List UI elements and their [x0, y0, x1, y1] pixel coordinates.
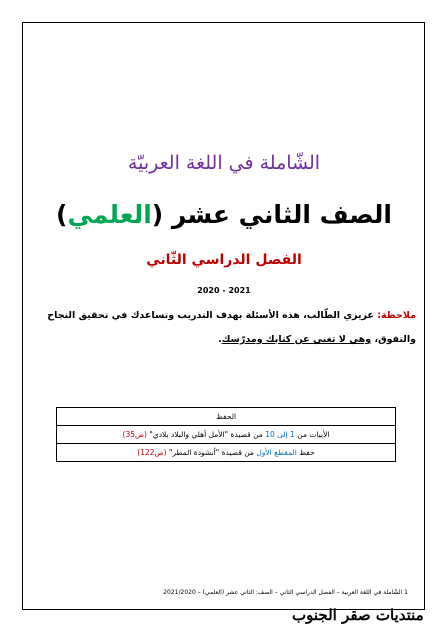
grade-prefix: الصف الثاني عشر ( — [151, 200, 392, 229]
memorization-table — [56, 407, 396, 462]
note-label: ملاحظة: — [377, 310, 416, 321]
table-cell-row2 — [57, 444, 396, 462]
row2-post: من قصيدة "أنشودة المطر" — [166, 448, 257, 457]
table-header: الحفظ — [57, 408, 396, 426]
grade-heading — [0, 200, 448, 229]
row2-ref: (ص122) — [137, 448, 167, 457]
row2-section: المقطع الأول — [256, 448, 297, 457]
student-note — [32, 304, 416, 352]
grade-suffix: ) — [56, 200, 68, 229]
table-cell-row1 — [57, 426, 396, 444]
grade-track: العلمي — [67, 200, 152, 229]
row1-from: 1 — [290, 430, 295, 439]
table-row — [57, 426, 396, 444]
row1-ref: (ص35) — [122, 430, 147, 439]
row1-pre: الأبيات من — [294, 430, 330, 439]
semester-label: الفصل الدراسي الثّاني — [146, 252, 302, 268]
row2-pre: حفظ — [296, 448, 315, 457]
table-header-row — [57, 408, 396, 426]
table-row — [57, 444, 396, 462]
note-end: . — [218, 334, 222, 345]
document-title: الشّاملة في اللغة العربيّة — [127, 152, 321, 174]
academic-year: 2020 - 2021 — [197, 286, 251, 295]
row1-mid: إلى — [274, 430, 291, 439]
page-footer: 1 الشّاملة في اللغة العربية – الفصل الدراسي الثاني – الصف: الثاني عشر (العلمي) – 2021/2020 — [163, 589, 408, 596]
note-text: عزيزي الطّالب، هذه الأسئلة بهدف التدريب وتساعدك في تحقيق النجاح والتفوق، — [47, 310, 416, 345]
forum-watermark: منتديات صقر الجنوب — [292, 606, 424, 624]
note-emphasis: وهي لا تغني عن كتابك ومدرّسك — [221, 334, 372, 345]
row1-to: 10 — [265, 430, 275, 439]
row1-post: من قصيدة "الأمل أهلي والبلاد بلادي" — [146, 430, 266, 439]
